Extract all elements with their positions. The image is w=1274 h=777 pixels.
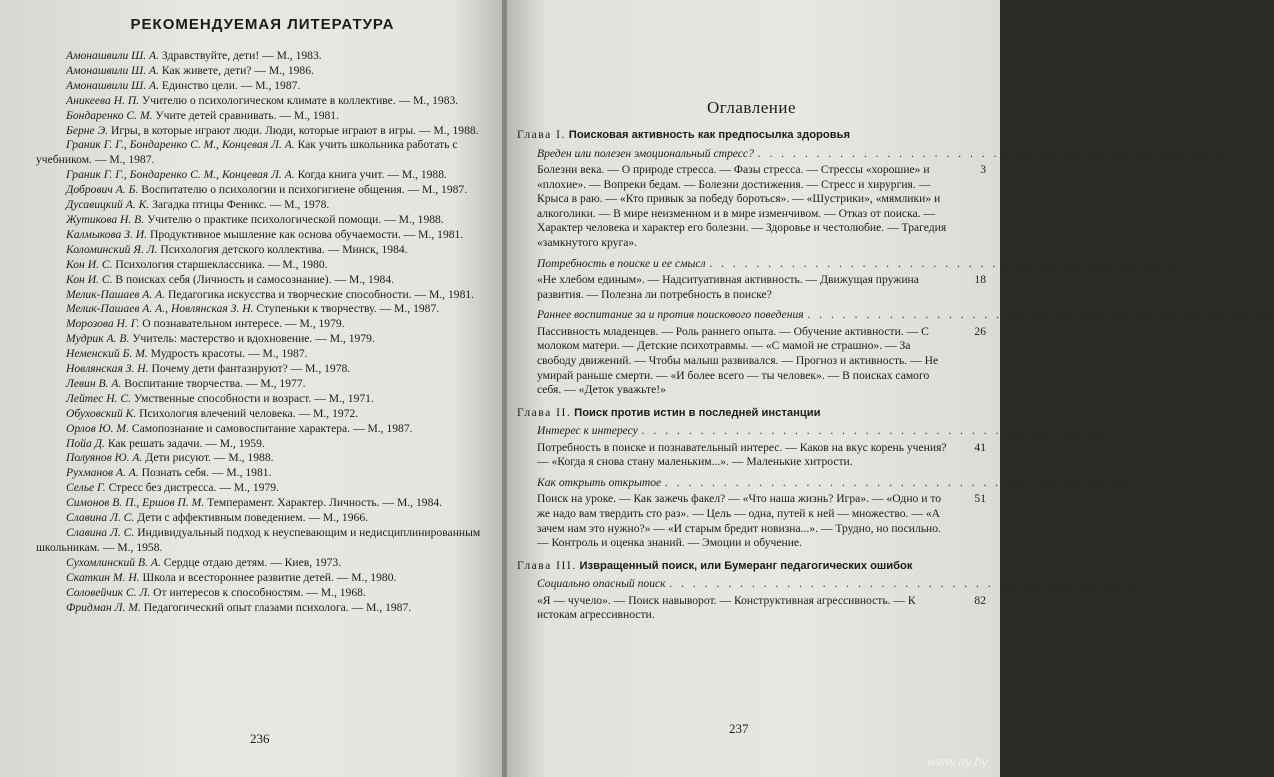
reference-author: Полуянов Ю. А. <box>66 451 143 465</box>
reference-item <box>36 213 489 228</box>
toc-section <box>537 256 1176 303</box>
reference-author: Неменский Б. М. <box>66 347 148 361</box>
reference-author: Мелик-Пашаев А. А., Новлянская З. Н. <box>66 302 254 316</box>
section-page-number: 18 <box>974 273 986 287</box>
chapter-heading <box>517 128 986 143</box>
section-title: Потребность в поиске и ее смысл <box>537 256 706 270</box>
reference-author: Славина Л. С. <box>66 526 135 539</box>
reference-text: Дети с аффективным поведением. — М., 1966. <box>134 511 369 525</box>
section-summary: «Я — чучело». — Поиск навыворот. — Конструктивная агрессивность. — К истокам агрессивности. <box>537 593 916 622</box>
reference-item <box>36 347 489 362</box>
reference-text: Психология влечений человека. — М., 1972. <box>136 406 359 420</box>
reference-text: Игры, в которые играют люди. Люди, которые играют в игры. — М., 1988. <box>108 123 479 137</box>
reference-text: Учителю о практике психологической помощи. — М., 1988. <box>144 212 444 226</box>
reference-text: Как учить школьника работать с учебником. — М., 1987. <box>36 138 458 167</box>
reference-item <box>36 124 489 139</box>
chapter-label: Глава III. <box>517 558 577 572</box>
section-content <box>537 594 986 623</box>
chapter-name: Поисковая активность как предпосылка здоровья <box>568 129 850 141</box>
reference-author: Лейтес Н. С. <box>66 391 132 405</box>
section-title-row <box>537 424 1108 439</box>
reference-item <box>36 302 489 317</box>
reference-author: Новлянская З. Н. <box>66 362 149 376</box>
reference-author: Амонашвили Ш. А. <box>66 63 160 77</box>
right-page <box>507 0 1274 777</box>
reference-text: Стресс без дистресса. — М., 1979. <box>105 481 279 495</box>
reference-author: Граник Г. Г., Бондаренко С. М., Концевая Л. А. <box>66 168 295 182</box>
reference-item <box>36 466 489 481</box>
reference-text: Умственные способности и возраст. — М., 1971. <box>131 391 374 405</box>
reference-author: Дусавицкий А. К. <box>66 198 150 212</box>
chapter-heading <box>517 559 986 574</box>
reference-author: Морозова Н. Г. <box>66 317 140 331</box>
reference-item <box>36 64 489 79</box>
section-title: Вреден или полезен эмоциональный стресс? <box>537 146 754 160</box>
reference-author: Амонашвили Ш. А. <box>66 49 160 62</box>
reference-author: Рухманов А. А. <box>66 466 139 480</box>
section-summary: Болезни века. — О природе стресса. — Фазы стресса. — Стрессы «хорошие» и «плохие». — Вопреки бедам. — Болезни достижения. — Стресс и хирургия. — Крыса в раю. — «Кто привык за победу бороться». — «Шустрики», «мямлики» и алкоголики. — В мире неизменном и в мире изменчивом. — Отказ от поиска. — Характер человека и характер его болезни. — Здоровье и честолюбие. — Трагедия «замкнутого круга». <box>537 163 947 249</box>
reference-author: Мудрик А. В. <box>66 332 130 346</box>
section-title-row <box>537 146 1224 162</box>
reference-item <box>36 496 489 511</box>
section-title-row <box>537 308 1274 323</box>
reference-author: Граник Г. Г., Бондаренко С. М., Концевая Л. А. <box>66 138 295 152</box>
reference-author: Левин В. А. <box>66 376 122 390</box>
reference-item <box>36 601 489 616</box>
reference-item <box>36 198 489 213</box>
reference-text: Индивидуальный подход к неуспевающим и недисциплинированным школьникам. — М., 1958. <box>36 526 481 554</box>
leader-dots: . . . . . . . . . . . . . . . . . . . . . . . . . . . . . . . . . . . . . . . . <box>709 256 1176 270</box>
reference-author: Кон И. С. <box>66 257 113 271</box>
reference-text: Когда книга учит. — М., 1988. <box>294 168 447 182</box>
toc-section <box>537 475 1132 551</box>
reference-item <box>36 168 489 183</box>
reference-author: Селье Г. <box>66 481 106 495</box>
section-page-number: 41 <box>974 440 986 454</box>
watermark: www.ay.by <box>926 754 988 769</box>
leader-dots: . . . . . . . . . . . . . . . . . . . . . . . . . . . . . . . . . . . . . . . . <box>665 475 1132 489</box>
reference-text: Сердце отдаю детям. — Киев, 1973. <box>160 555 342 569</box>
reference-author: Фридман Л. М. <box>66 600 141 614</box>
reference-text: Познать себя. — М., 1981. <box>138 466 272 480</box>
reference-author: Бондаренко С. М. <box>66 108 153 122</box>
section-summary: Поиск на уроке. — Как зажечь факел? — «Что наша жизнь? Игра». — «Одно и то же надо вам твердить сто раз». — Цель — одна, путей к ней — множество. — «А зачем нам это нужно?» — «И старым бредит новизна...». — Трудно, но посильно. — Контроль и оценка знаний. — Эмоции и обучение. <box>537 492 942 550</box>
section-summary: Пассивность младенцев. — Роль раннего опыта. — Обучение активности. — С молоком матери. — Детские психотравмы. — «С мамой не страшно». — За свободу движений. — Чтобы малыш развивался. — Прогноз и активность. — Не умирай раньше смерти. — «И более всего — ты человек». — В поисках самого себя. — «Деток уважьте!» <box>537 324 939 397</box>
reference-item <box>36 288 489 303</box>
reference-item <box>36 437 489 452</box>
reference-author: Коломинский Я. Л. <box>66 242 158 256</box>
reference-item <box>36 392 489 407</box>
table-of-contents <box>517 128 1274 623</box>
toc-section <box>537 577 1136 623</box>
reference-text: Как решать задачи. — М., 1959. <box>104 436 265 450</box>
section-summary: «Не хлебом единым». — Надситуативная активность. — Движущая пружина развития. — Полезна ли потребность в поиске? <box>537 273 919 301</box>
reference-text: Ступеньки к творчеству. — М., 1987. <box>253 302 440 316</box>
left-page <box>0 0 503 777</box>
reference-text: Учитель: мастерство и вдохновение. — М., 1979. <box>129 332 375 346</box>
section-content <box>537 441 986 470</box>
reference-author: Аникеева Н. П. <box>66 93 140 107</box>
chapter-name: Поиск против истин в последней инстанции <box>574 406 821 419</box>
reference-text: Психология детского коллектива. — Минск, 1984. <box>157 242 408 256</box>
reference-author: Сухомлинский В. А. <box>66 555 161 569</box>
reference-text: О познавательном интересе. — М., 1979. <box>139 317 345 331</box>
reference-item <box>36 332 489 347</box>
reference-text: Как живете, дети? — М., 1986. <box>159 63 314 77</box>
reference-item <box>36 258 489 273</box>
page-number-right: 237 <box>729 721 749 736</box>
toc-section <box>537 424 1108 470</box>
reference-author: Добрович А. Б. <box>66 183 139 197</box>
reference-item <box>36 362 489 377</box>
section-title-row <box>537 475 1132 491</box>
reference-author: Славина Л. С. <box>66 511 135 525</box>
section-page-number: 51 <box>974 492 986 506</box>
reference-item <box>36 526 489 556</box>
reference-text: Воспитателю о психологии и психогигиене общения. — М., 1987. <box>138 183 468 197</box>
section-title: Раннее воспитание за и против поискового поведения <box>537 308 804 322</box>
reference-item <box>36 109 489 124</box>
reference-text: Педагогический опыт глазами психолога. — М., 1987. <box>140 600 412 614</box>
reference-item <box>36 377 489 392</box>
reference-text: От интересов к способностям. — М., 1968. <box>150 585 366 599</box>
leader-dots: . . . . . . . . . . . . . . . . . . . . . . . . . . . . . . . . . . . . . . . . <box>757 146 1224 160</box>
reference-text: В поисках себя (Личность и самосознание). — М., 1984. <box>112 272 395 286</box>
section-content <box>537 492 986 550</box>
leader-dots: . . . . . . . . . . . . . . . . . . . . . . . . . . . . . . . . . . . . . . . . <box>807 308 1274 322</box>
reference-author: Мелик-Пашаев А. А. <box>66 287 166 301</box>
reference-author: Кон И. С. <box>66 272 113 286</box>
contents-title: Оглавление <box>707 98 796 117</box>
section-page-number: 3 <box>980 163 986 176</box>
reference-item <box>36 481 489 496</box>
reference-item <box>36 94 489 109</box>
section-content <box>537 325 986 398</box>
reference-item <box>36 228 489 243</box>
reference-item <box>36 511 489 526</box>
reference-text: Учителю о психологическом климате в коллективе. — М., 1983. <box>139 93 459 107</box>
reference-item <box>36 451 489 466</box>
reference-list <box>36 49 489 615</box>
reference-item <box>36 243 489 258</box>
reference-text: Школа и всестороннее развитие детей. — М., 1980. <box>139 570 397 584</box>
reference-text: Почему дети фантазируют? — М., 1978. <box>148 362 351 376</box>
section-page-number: 26 <box>974 324 986 338</box>
reference-item <box>36 586 489 601</box>
reference-author: Амонашвили Ш. А. <box>66 78 160 92</box>
chapter-label: Глава II. <box>517 405 572 419</box>
reference-author: Жутикова Н. В. <box>66 212 145 226</box>
reference-text: Психология старшеклассника. — М., 1980. <box>112 257 328 271</box>
reference-author: Скаткин М. Н. <box>66 570 140 584</box>
chapter-name: Извращенный поиск, или Бумеранг педагогических ошибок <box>579 559 913 572</box>
reference-item <box>36 79 489 94</box>
section-title-row <box>537 577 1136 592</box>
reference-text: Педагогика искусства и творческие способности. — М., 1981. <box>165 287 475 301</box>
reference-item <box>36 183 489 198</box>
reference-text: Воспитание творчества. — М., 1977. <box>121 376 306 390</box>
section-title: Интерес к интересу <box>537 424 638 438</box>
reference-author: Берне Э. <box>66 123 109 137</box>
reference-text: Единство цели. — М., 1987. <box>159 78 301 92</box>
reference-author: Калмыкова З. И. <box>66 227 148 241</box>
chapter-label: Глава I. <box>517 128 566 141</box>
reference-text: Мудрость красоты. — М., 1987. <box>147 347 308 361</box>
reference-text: Продуктивное мышление как основа обучаемости. — М., 1981. <box>147 227 464 241</box>
reference-item <box>36 273 489 288</box>
reference-author: Симонов В. П., Ершов П. М. <box>66 496 205 510</box>
reference-author: Орлов Ю. М. <box>66 421 129 435</box>
literature-title: РЕКОМЕНДУЕМАЯ ЛИТЕРАТУРА <box>130 16 395 33</box>
reference-item <box>36 571 489 586</box>
page-number-left: 236 <box>250 731 270 746</box>
reference-item <box>36 49 489 64</box>
section-title: Социально опасный поиск <box>537 577 666 591</box>
reference-item <box>36 556 489 571</box>
reference-text: Учите детей сравнивать. — М., 1981. <box>152 108 340 122</box>
reference-item <box>36 138 489 168</box>
reference-text: Загадка птицы Феникс. — М., 1978. <box>149 198 330 212</box>
reference-text: Темперамент. Характер. Личность. — М., 1984. <box>204 496 443 510</box>
reference-author: Пойа Д. <box>66 436 105 450</box>
section-page-number: 82 <box>974 593 986 607</box>
section-title-row <box>537 256 1176 272</box>
reference-item <box>36 407 489 422</box>
reference-text: Самопознание и самовоспитание характера. — М., 1987. <box>128 421 413 435</box>
reference-item <box>36 422 489 437</box>
reference-text: Здравствуйте, дети! — М., 1983. <box>159 49 322 62</box>
section-content <box>537 163 986 251</box>
leader-dots: . . . . . . . . . . . . . . . . . . . . . . . . . . . . . . . . . . . . . . . . <box>641 424 1108 438</box>
reference-text: Дети рисуют. — М., 1988. <box>142 451 274 465</box>
chapter-heading <box>517 406 986 421</box>
section-summary: Потребность в поиске и познавательный интерес. — Каков на вкус корень учения? — «Когда я снова стану маленьким...». — Маленькие хитрости. <box>537 440 947 469</box>
toc-section <box>537 146 1224 251</box>
leader-dots: . . . . . . . . . . . . . . . . . . . . . . . . . . . . . . . . . . . . . . . . <box>669 577 1136 591</box>
reference-author: Соловейчик С. Л. <box>66 585 151 599</box>
reference-item <box>36 317 489 332</box>
section-content <box>537 273 986 302</box>
section-title: Как открыть открытое <box>537 475 662 489</box>
reference-author: Обуховский К. <box>66 406 137 420</box>
toc-section <box>537 308 1274 397</box>
